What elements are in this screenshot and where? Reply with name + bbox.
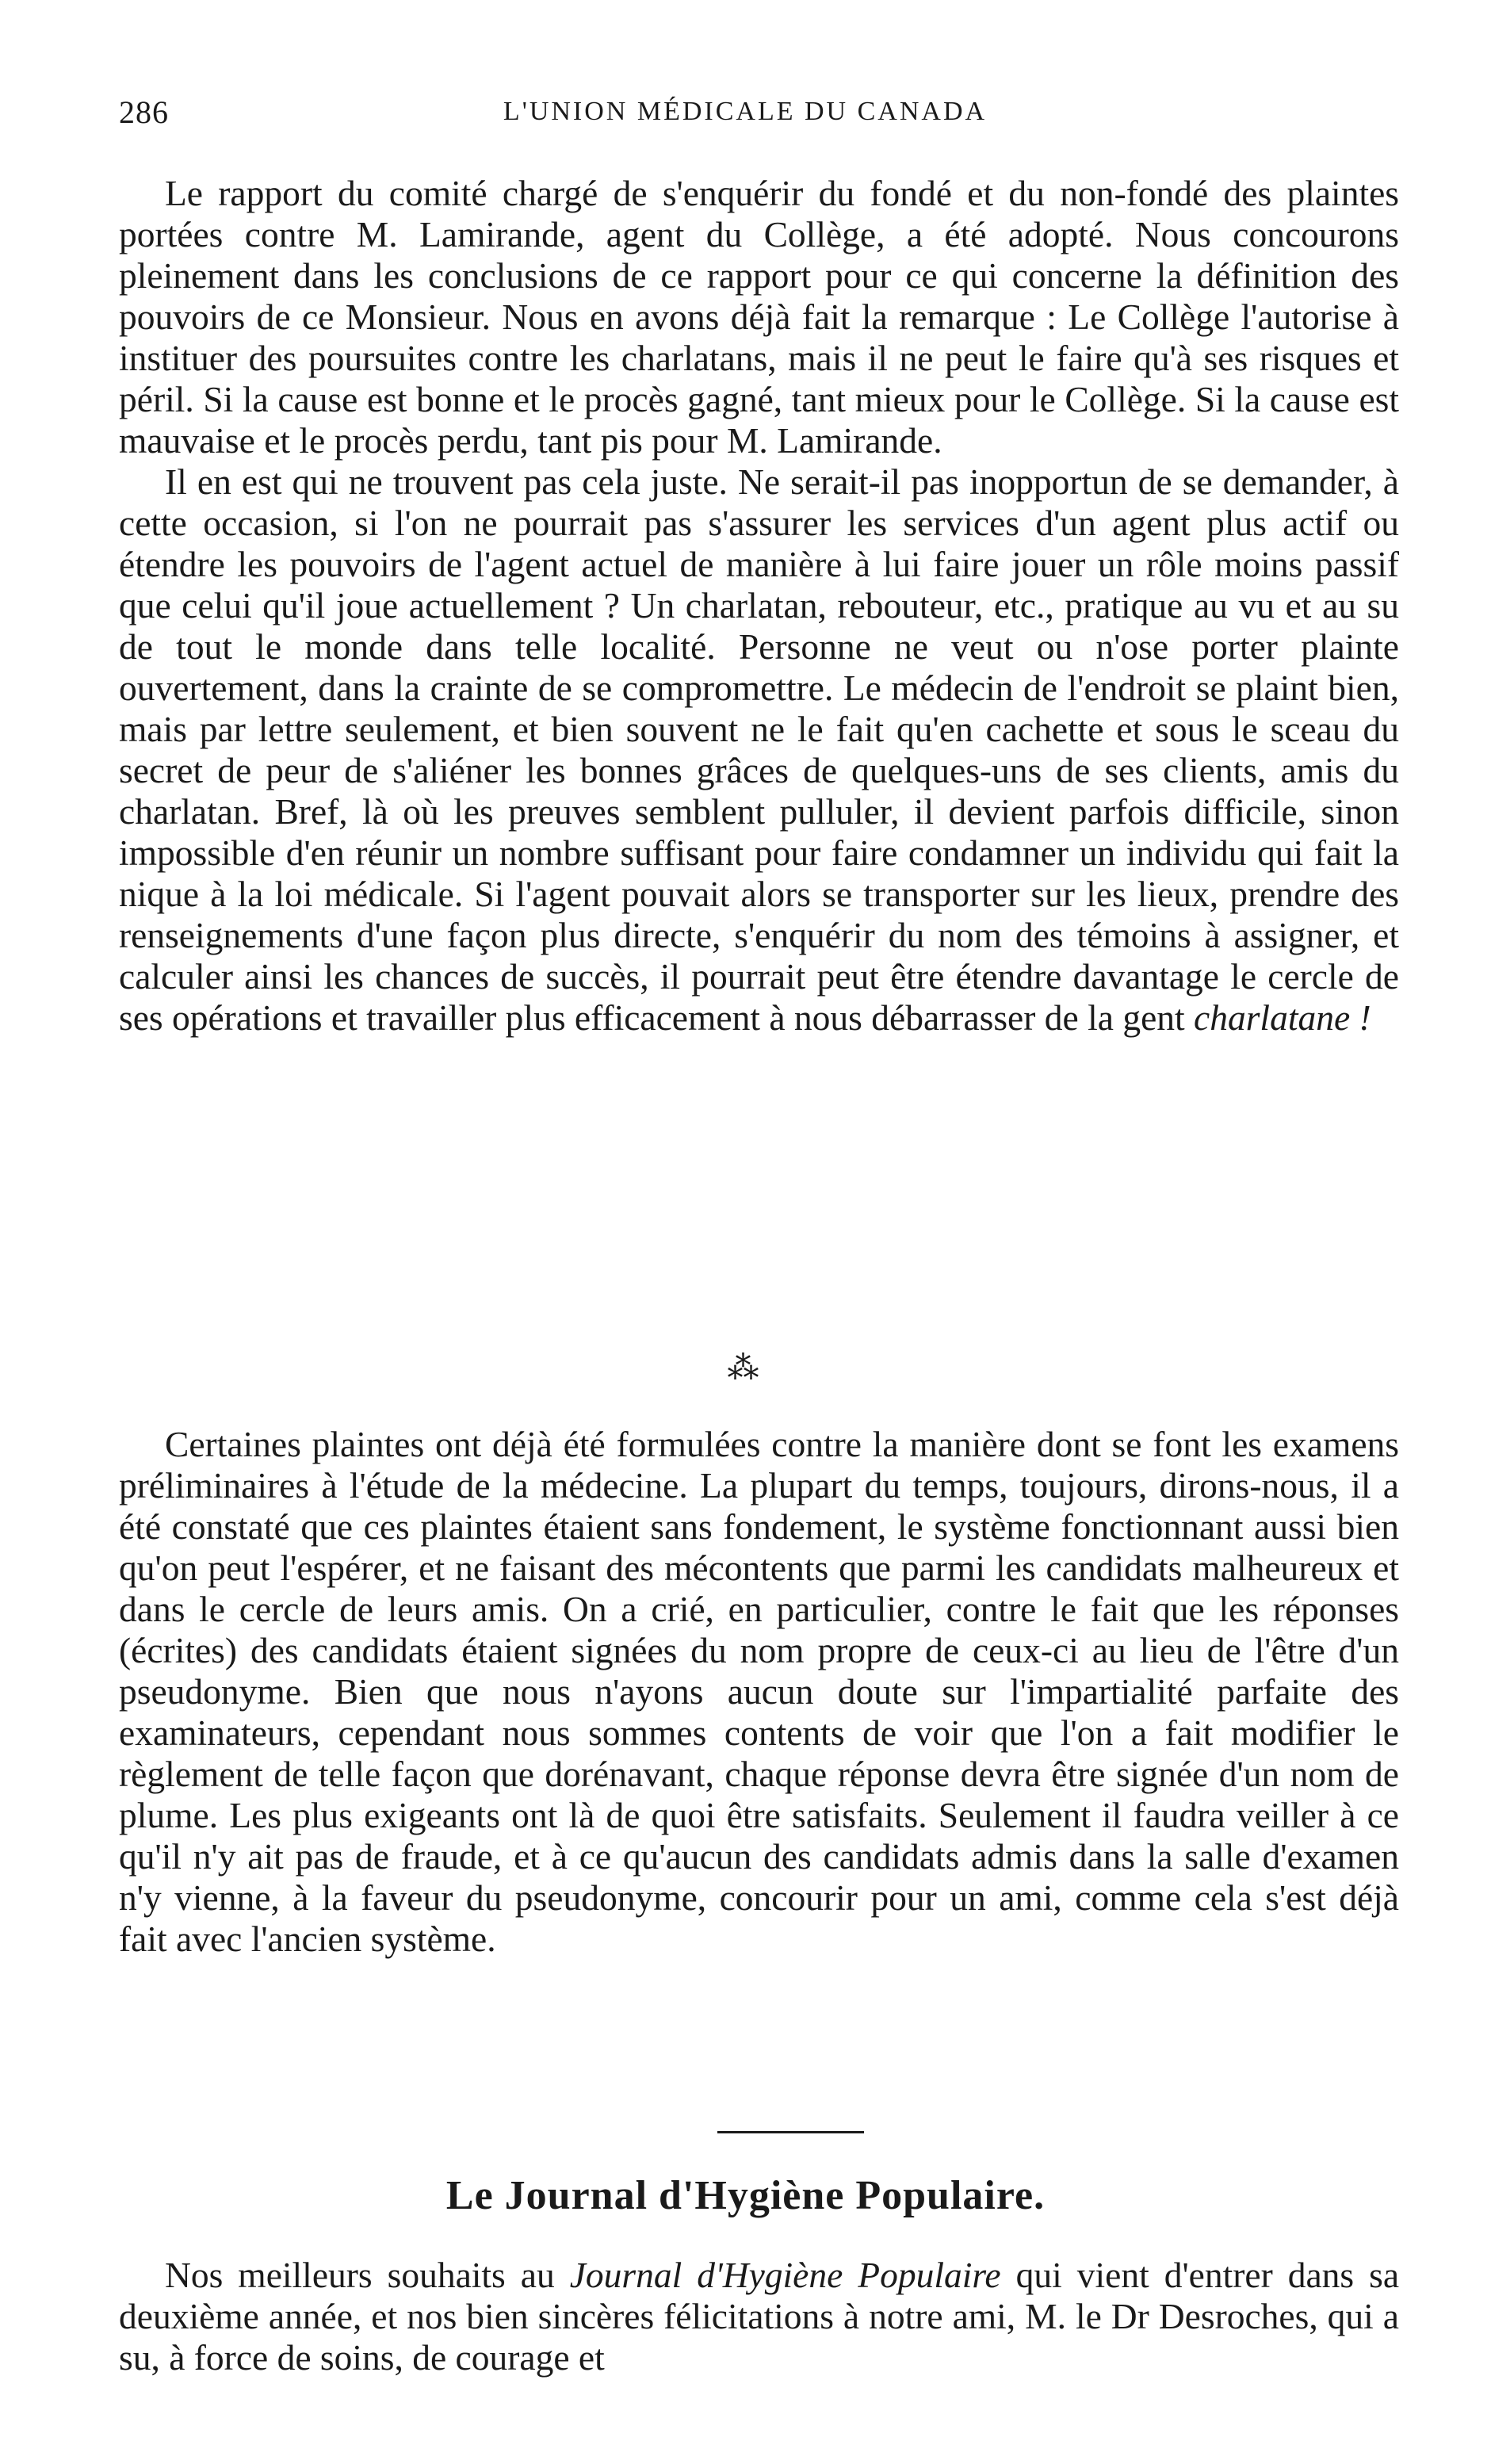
journal-rest: qui vient d'entrer dans sa deuxième année, et nos bien sincères félicitations à notre ami, M. le Dr Desroches, qui a su, à force de soins, de courage et [119,2255,1400,2378]
section-divider [717,2131,864,2133]
paragraph-journal-hygiene [119,2255,1399,2378]
page-header [119,94,1371,141]
paragraph-preliminary-exams: Certaines plaintes ont déjà été formulées contre la manière dont se font les examens préliminaires à l'étude de la médecine. La plupart du temps, toujours, dirons-nous, il a été constaté que ces plaintes étaient sans fondement, le système fonctionnant aussi bien qu'on peut l'espérer, et ne faisant des mécontents que parmi les candidats malheureux et dans le cercle de leurs amis. On a crié, en particulier, contre le fait que les réponses (écrites) des candidats étaient signées du nom propre de ceux-ci au lieu de l'être d'un pseudonyme. Bien que nous n'ayons aucun doute sur l'impartialité parfaite des examinateurs, cependant nous sommes contents de voir que l'on a fait modifier le règlement de telle façon que dorénavant, chaque réponse devra être signée d'un nom de plume. Les plus exigeants ont là de quoi être satisfaits. Seulement il faudra veiller à ce qu'il n'y ait pas de fraude, et à ce qu'aucun des candidats admis dans la salle d'examen n'y vienne, à la faveur du pseudonyme, concourir pour un ami, comme cela s'est déjà fait avec l'ancien système. [119,1424,1399,1959]
paragraph-charlatans [119,461,1399,1039]
section-preliminary-exams [119,1424,1399,1960]
running-title: L'UNION MÉDICALE DU CANADA [503,97,988,126]
paragraph-charlatans-text: Il en est qui ne trouvent pas cela juste. Ne serait-il pas inopportun de se demander, à cette occasion, si l'on ne pourrait pas s'assurer les services d'un agent plus actif ou étendre les pouvoirs de l'agent actuel de manière à lui faire jouer un rôle moins passif que celui qu'il joue actuellement ? Un charlatan, rebouteur, etc., pratique au vu et au su de tout le monde dans telle localité. Personne ne veut ou n'ose porter plainte ouvertement, dans la crainte de se compromettre. Le médecin de l'endroit se plaint bien, mais par lettre seulement, et bien souvent ne le fait qu'en cachette et sous le sceau du secret de peur de s'aliéner les bonnes grâces de quelques-uns de ses clients, amis du charlatan. Bref, là où les preuves semblent pulluler, il devient parfois difficile, sinon impossible d'en réunir un nombre suffisant pour faire condamner un individu qui fait la nique à la loi médicale. Si l'agent pouvait alors se transporter sur les lieux, prendre des renseignements d'une façon plus directe, s'enquérir du nom des témoins à assigner, et calculer ainsi les chances de succès, il pourrait peut être étendre davantage le cercle de ses opérations et travailler plus efficacement à nous débarrasser de la gent [119,461,1399,1038]
paragraph-agent-report: Le rapport du comité chargé de s'enquérir du fondé et du non-fondé des plaintes portées contre M. Lamirande, agent du Collège, a été adopté. Nous concourons pleinement dans les conclusions de ce rapport pour ce qui concerne la définition des pouvoirs de ce Monsieur. Nous en avons déjà fait la remarque : Le Collège l'autorise à instituer des poursuites contre les charlatans, mais il ne peut le faire qu'à ses risques et péril. Si la cause est bonne et le procès gagné, tant mieux pour le Collège. Si la cause est mauvaise et le procès perdu, tant pis pour M. Lamirande. [119,173,1399,461]
section-title: Le Journal d'Hygiène Populaire. [445,2173,1046,2218]
asterism-separator: ⁂ [727,1350,764,1386]
journal-intro: Nos meilleurs souhaits au [165,2255,555,2295]
journal-name: Journal d'Hygiène Populaire [569,2255,1001,2295]
italic-charlatane: charlatane ! [1194,997,1371,1038]
section-journal-hygiene [119,2255,1399,2378]
page-number: 286 [119,94,169,130]
section-agent-report [119,173,1399,1039]
